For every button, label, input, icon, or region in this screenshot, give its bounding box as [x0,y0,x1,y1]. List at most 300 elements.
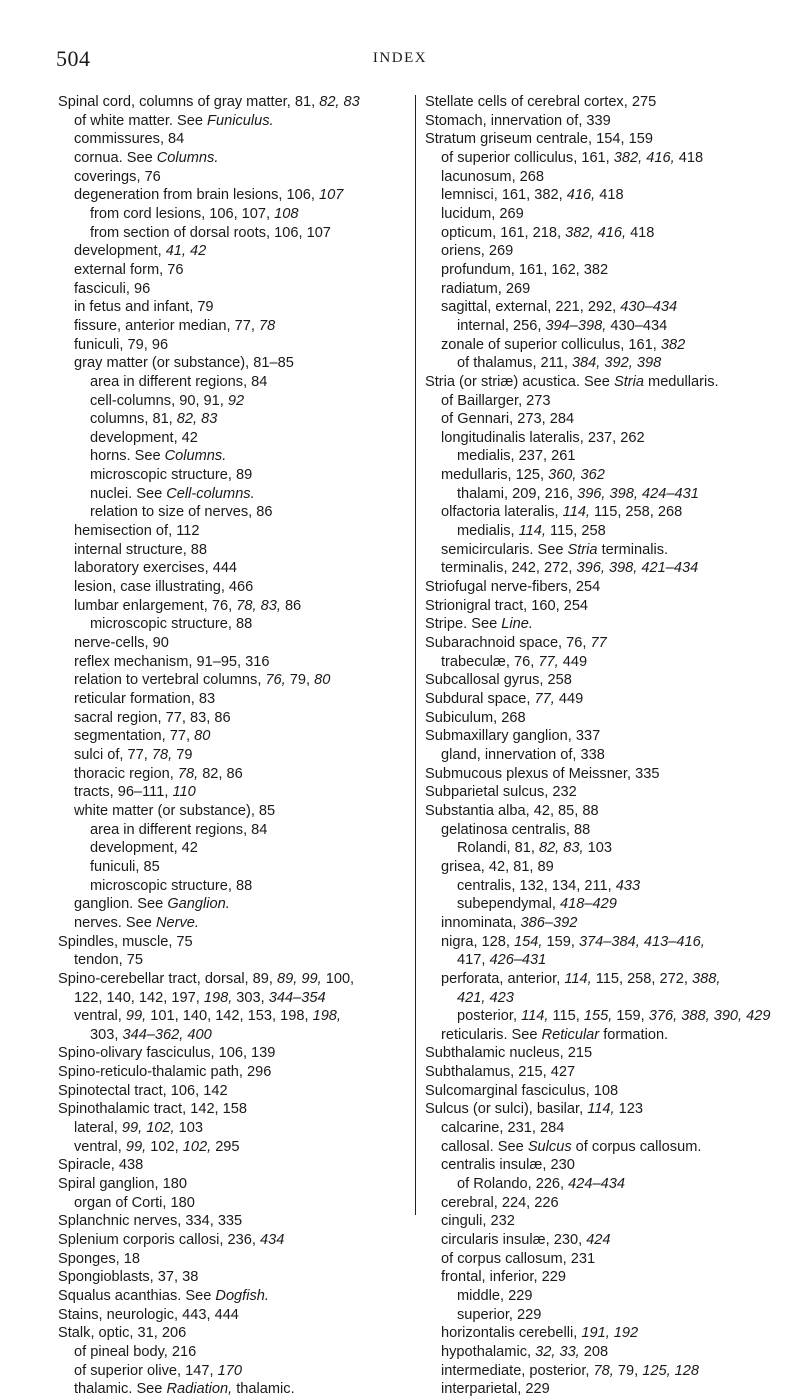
index-entry [425,149,773,168]
index-entry [425,821,773,840]
index-entry [58,653,408,672]
index-entry [58,373,408,392]
entry-italic-ref: 99, [125,1008,147,1025]
entry-text: 102, [146,1138,183,1155]
entry-text: lesion, case illustrating, 466 [74,579,254,596]
entry-text: Submucous plexus of Meissner, 335 [425,765,660,782]
index-entry [58,168,408,187]
entry-italic-ref: Funiculus. [207,112,274,129]
entry-text: funiculi, 85 [90,858,160,875]
entry-italic-ref: 32, 33, [535,1343,580,1360]
entry-italic-ref: 110 [172,784,196,801]
entry-text: Splenium corporis callosi, 236, [58,1232,260,1249]
entry-italic-ref: 114, [562,504,590,521]
index-entry [58,783,408,802]
entry-italic-ref: 424–434 [568,1176,625,1193]
index-entry [425,802,773,821]
entry-text: Subdural space, [425,691,535,707]
index-entry [58,522,408,541]
entry-text: lateral, [74,1120,122,1137]
entry-text: 103 [583,840,612,857]
entry-italic-ref: 99, 102, [121,1120,175,1137]
index-entry [425,597,773,616]
entry-text: nerve-cells, 90 [74,635,169,652]
entry-text: microscopic structure, 89 [90,467,253,484]
index-entry [58,1138,408,1157]
index-entry [58,1100,408,1119]
entry-text: cell-columns, 90, 91, [90,392,228,409]
entry-italic-ref: Stria [567,541,598,558]
index-entry [425,354,773,373]
entry-text: subependymal, [457,896,561,913]
entry-text: lemnisci, 161, 382, [441,187,567,204]
index-entry [425,671,773,690]
entry-text: in fetus and infant, 79 [74,299,214,316]
entry-text: cinguli, 232 [441,1213,515,1230]
entry-text: Subarachnoid space, 76, [425,635,591,652]
index-entry [425,224,773,243]
index-entry [58,317,408,336]
entry-text: white matter (or substance), 85 [74,802,276,819]
index-entry [425,93,773,112]
entry-italic-ref: 198, [203,989,233,1006]
index-entry [425,1362,773,1381]
entry-italic-ref: 376, 388, 390, 429 [648,1008,771,1025]
entry-italic-ref: 430–434 [620,299,678,316]
entry-text: thoracic region, [74,765,178,782]
entry-italic-ref: Dogfish. [215,1288,269,1304]
entry-text: of white matter. See [74,112,208,129]
entry-italic-ref: 424 [586,1232,611,1249]
index-entry [58,1212,408,1231]
entry-text: 115, 258, 272, [591,970,692,987]
index-entry [425,746,773,765]
entry-text: Subiculum, 268 [425,709,526,726]
entry-text: lucidum, 269 [441,205,524,222]
index-entry [58,914,408,933]
entry-text: gray matter (or substance), 81–85 [74,355,294,372]
entry-text: sagittal, external, 221, 292, [441,299,621,316]
entry-text: relation to size of nerves, 86 [90,504,273,521]
entry-italic-ref: Columns. [156,149,219,166]
entry-text: terminalis. [597,541,669,558]
entry-italic-ref: 82, 83 [319,94,360,110]
index-entry [425,280,773,299]
entry-text: oriens, 269 [441,243,514,260]
index-entry [58,634,408,653]
index-entry [58,392,408,411]
index-entry [425,485,773,504]
entry-italic-ref: 41, 42 [165,243,207,260]
entry-text: grisea, 42, 81, 89 [441,858,554,875]
entry-text: ganglion. See [74,896,168,913]
entry-italic-ref: 99, [125,1138,147,1155]
entry-text: Spinothalamic tract, 142, 158 [58,1101,248,1118]
entry-text: 82, 86 [198,765,243,782]
index-entry [58,336,408,355]
entry-italic-ref: 396, 398, 421–434 [576,560,699,577]
entry-text: microscopic structure, 88 [90,877,253,894]
entry-text: 103 [174,1120,204,1137]
index-entry [425,783,773,802]
entry-text: Stripe. See [425,616,502,633]
entry-text: Rolandi, 81, [457,840,539,857]
entry-text: 303, [90,1026,123,1043]
entry-text: thalami, 209, 216, [457,485,578,502]
entry-text: cerebral, 224, 226 [441,1194,559,1211]
entry-italic-ref: 426–431 [489,952,547,969]
index-entry [425,1250,773,1269]
entry-text: Spongioblasts, 37, 38 [58,1269,199,1286]
index-entry [425,261,773,280]
entry-text: development, [74,243,166,260]
index-entry [58,821,408,840]
entry-text: Stratum griseum centrale, 154, 159 [425,131,653,148]
entry-text: interparietal, 229 [441,1381,550,1398]
index-entry [425,429,773,448]
entry-text: opticum, 161, 218, [441,224,566,241]
entry-italic-ref: Radiation, [166,1381,233,1398]
entry-text: Sulcomarginal fasciculus, 108 [425,1082,619,1099]
entry-text: middle, 229 [457,1288,533,1304]
entry-text: 86 [280,597,302,614]
entry-italic-ref: 114, [521,1008,549,1025]
entry-text: Spiracle, 438 [58,1157,144,1174]
entry-text: of thalamus, 211, [457,355,572,372]
entry-text: olfactoria lateralis, [441,504,563,521]
entry-text: horns. See [90,448,165,465]
index-entry [425,877,773,896]
index-entry [58,447,408,466]
index-entry [58,858,408,877]
index-entry [58,1063,408,1082]
entry-text: 100, [321,970,355,987]
index-column-left [58,93,408,1399]
index-entry [425,522,773,541]
entry-text: medullaris. [643,373,719,390]
entry-italic-ref: 360, 362 [548,467,605,484]
index-entry [425,933,773,952]
entry-italic-ref: 80 [194,728,211,745]
entry-italic-ref: 382 [660,336,686,353]
entry-text: 418 [674,149,704,166]
entry-italic-ref: 78, [151,746,173,763]
index-entry [58,727,408,746]
index-entry [58,802,408,821]
index-entry [58,578,408,597]
entry-italic-ref: 114, [564,970,592,987]
entry-text: Spinal cord, columns of gray matter, 81, [58,94,320,110]
entry-text: 449 [554,691,584,707]
entry-text: cornua. See [74,149,157,166]
index-entry [425,727,773,746]
index-entry [58,130,408,149]
index-entry [425,168,773,187]
entry-text: 79, [285,672,315,689]
entry-italic-ref: 82, 83 [176,411,218,428]
entry-text: Subthalamic nucleus, 215 [425,1045,593,1062]
entry-italic-ref: 374–384, 413–416, [578,933,705,950]
index-entry [58,298,408,317]
entry-text: 295 [211,1138,240,1155]
entry-italic-ref: 108 [274,205,299,222]
entry-italic-ref: Line. [501,616,533,633]
index-column-right [425,93,773,1399]
entry-text: Subthalamus, 215, 427 [425,1064,576,1081]
entry-text: 430–434 [606,317,668,334]
index-entry [425,1044,773,1063]
entry-text: funiculi, 79, 96 [74,336,169,353]
page-number: 504 [56,46,91,71]
index-entry [425,1138,773,1157]
entry-text: Spindles, muscle, 75 [58,933,193,950]
index-entry [425,317,773,336]
entry-text: of Baillarger, 273 [441,392,551,409]
entry-italic-ref: 114, [518,523,546,540]
entry-text: relation to vertebral columns, [74,672,266,689]
entry-text: medialis, 237, 261 [457,448,576,465]
entry-text: of superior olive, 147, [74,1362,218,1379]
entry-text: 79, [613,1362,643,1379]
entry-text: profundum, 161, 162, 382 [441,261,609,278]
entry-text: Stains, neurologic, 443, 444 [58,1306,239,1323]
index-entry [58,503,408,522]
index-entry [425,709,773,728]
entry-text: 208 [579,1343,609,1360]
index-entry [58,1250,408,1269]
index-entry [425,1026,773,1045]
index-entry [425,130,773,149]
entry-text: thalamic. See [74,1381,167,1398]
index-entry [425,466,773,485]
entry-text: horizontalis cerebelli, [441,1325,582,1342]
index-entry [58,1194,408,1213]
index-entry [58,1044,408,1063]
index-entry [58,1119,408,1138]
entry-italic-ref: 394–398, [545,317,607,334]
entry-text: Spiral ganglion, 180 [58,1176,188,1193]
entry-text: formation. [599,1026,669,1043]
entry-text: external form, 76 [74,261,184,278]
entry-text: innominata, [441,914,521,931]
index-entry [58,1287,408,1306]
index-entry [425,914,773,933]
entry-text: internal, 256, [457,317,546,334]
index-entry [58,149,408,168]
entry-italic-ref: Sulcus [527,1138,572,1155]
index-entry [58,615,408,634]
entry-text: 418 [626,224,655,241]
index-entry [58,597,408,616]
entry-text: longitudinalis lateralis, 237, 262 [441,429,645,446]
entry-text: tendon, 75 [74,952,143,969]
index-entry [425,690,773,709]
index-entry [58,112,408,131]
index-entry [425,1212,773,1231]
index-entry [58,1324,408,1343]
entry-text: 115, 258, 268 [590,504,683,521]
entry-italic-ref: 76, [265,672,286,689]
index-entry [425,1231,773,1250]
entry-italic-ref: 82, 83, [538,840,584,857]
index-entry [425,373,773,392]
entry-text: hypothalamic, [441,1343,536,1360]
index-entry [58,541,408,560]
entry-text: ventral, [74,1008,126,1025]
entry-italic-ref: 77, [534,691,555,707]
entry-text: 115, 258 [545,523,606,540]
entry-italic-ref: Reticular [541,1026,600,1043]
entry-text: of corpus callosum, 231 [441,1250,596,1267]
index-entry [425,615,773,634]
entry-text: perforata, anterior, [441,970,565,987]
entry-italic-ref: 344–354 [268,989,326,1006]
index-entry [58,559,408,578]
entry-text: Sponges, 18 [58,1250,140,1267]
index-entry [58,951,408,970]
entry-text: Splanchnic nerves, 334, 335 [58,1213,243,1230]
index-entry [425,447,773,466]
entry-text: of Gennari, 273, 284 [441,411,575,428]
index-entry [58,93,408,112]
index-entry [425,1119,773,1138]
index-entry [58,224,408,243]
entry-text: callosal. See [441,1138,528,1155]
entry-text: 417, [457,952,490,969]
index-entry [425,541,773,560]
entry-text: Substantia alba, 42, 85, 88 [425,802,599,819]
entry-text: centralis, 132, 134, 211, [457,877,616,894]
entry-text: of pineal body, 216 [74,1343,197,1360]
entry-text: sulci of, 77, [74,746,152,763]
entry-italic-ref: 125, 128 [642,1362,700,1379]
entry-text: ventral, [74,1138,126,1155]
entry-italic-ref: Columns. [164,448,227,465]
index-entry [58,1343,408,1362]
index-entry [425,298,773,317]
index-entry [425,242,773,261]
entry-text: development, 42 [90,429,198,446]
entry-text: intermediate, posterior, [441,1362,594,1379]
entry-italic-ref: 107 [319,187,344,204]
index-entry [425,1194,773,1213]
index-entry [58,1362,408,1381]
index-entry [58,1231,408,1250]
entry-text: Subparietal sulcus, 232 [425,784,577,801]
entry-text: reticular formation, 83 [74,691,216,707]
entry-italic-ref: 382, 416, [613,149,675,166]
entry-text: medialis, [457,523,519,540]
entry-text: lacunosum, 268 [441,168,545,185]
index-entry [58,242,408,261]
entry-text: gland, innervation of, 338 [441,746,605,763]
entry-text: Spinotectal tract, 106, 142 [58,1082,228,1099]
entry-text: medullaris, 125, [441,467,549,484]
index-entry [425,1082,773,1101]
index-entry [58,690,408,709]
entry-italic-ref: 388, [692,970,721,987]
entry-italic-ref: 421, 423 [457,989,514,1006]
entry-text: development, 42 [90,840,198,857]
index-entry [58,354,408,373]
index-entry [58,1082,408,1101]
entry-italic-ref: 154, [514,933,543,950]
entry-italic-ref: 77 [590,635,607,652]
entry-text: Spino-reticulo-thalamic path, 296 [58,1064,272,1081]
index-entry [425,1306,773,1325]
entry-text: of corpus callosum. [571,1138,702,1155]
entry-italic-ref: 344–362, 400 [122,1026,212,1043]
entry-text: Spino-olivary fasciculus, 106, 139 [58,1045,276,1062]
entry-text: reflex mechanism, 91–95, 316 [74,653,270,670]
entry-italic-ref: 418–429 [560,896,617,913]
entry-italic-ref: Nerve. [155,914,199,931]
entry-text: columns, 81, [90,411,177,428]
entry-text: nuclei. See [90,485,167,502]
entry-text: Spino-cerebellar tract, dorsal, 89, [58,970,278,987]
index-entry [425,989,773,1008]
entry-text: fasciculi, 96 [74,280,151,297]
entry-italic-ref: 396, 398, 424–431 [577,485,699,502]
index-entry [58,765,408,784]
index-entry [58,429,408,448]
index-entry [58,186,408,205]
entry-italic-ref: 382, 416, [565,224,627,241]
entry-italic-ref: 433 [615,877,641,894]
index-entry [58,709,408,728]
entry-italic-ref: 386–392 [520,914,578,931]
index-entry [425,1100,773,1119]
entry-text: 159, [612,1008,649,1025]
entry-italic-ref: 170 [217,1362,242,1379]
index-entry [425,392,773,411]
entry-text: fissure, anterior median, 77, [74,317,259,334]
entry-text: sacral region, 77, 83, 86 [74,709,231,726]
entry-text: of superior colliculus, 161, [441,149,614,166]
entry-text: 123 [614,1101,643,1118]
entry-italic-ref: 191, 192 [581,1325,639,1342]
index-entry [425,578,773,597]
entry-text: Stomach, innervation of, 339 [425,112,611,129]
entry-text: trabeculæ, 76, [441,653,539,670]
index-entry [425,839,773,858]
entry-text: Stalk, optic, 31, 206 [58,1325,187,1342]
entry-italic-ref: 384, 392, 398 [571,355,662,372]
entry-italic-ref: Stria [613,373,644,390]
entry-text: lumbar enlargement, 76, [74,597,237,614]
index-entry [58,877,408,896]
entry-text: tracts, 96–111, [74,784,173,801]
index-entry [58,989,408,1008]
entry-text: posterior, [457,1008,522,1025]
index-entry [425,634,773,653]
index-entry [58,466,408,485]
index-entry [58,410,408,429]
entry-text: Striofugal nerve-fibers, 254 [425,579,601,596]
index-entry [425,336,773,355]
index-entry [58,1268,408,1287]
entry-italic-ref: 114, [587,1101,615,1118]
entry-italic-ref: 78 [258,317,276,334]
entry-text: coverings, 76 [74,168,161,185]
entry-text: Subcallosal gyrus, 258 [425,672,572,689]
entry-text: nerves. See [74,914,156,931]
index-entry [58,1175,408,1194]
entry-text: radiatum, 269 [441,280,531,297]
entry-italic-ref: 416, [566,187,596,204]
index-entry [425,858,773,877]
entry-text: Stria (or striæ) acustica. See [425,373,614,390]
